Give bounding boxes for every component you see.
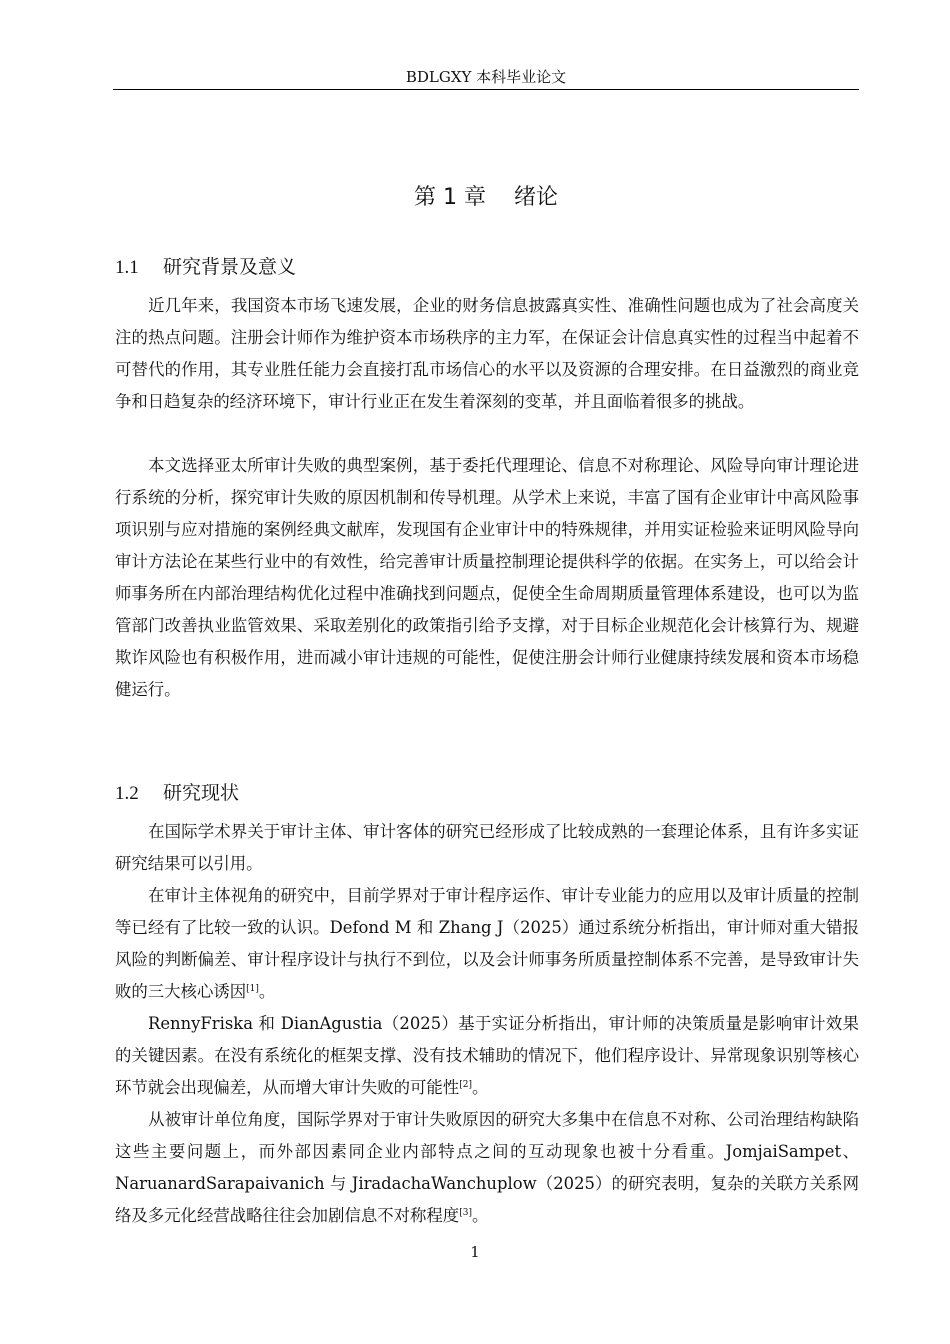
sentence-end: 。: [471, 1078, 489, 1097]
sentence-end: 。: [471, 1206, 489, 1225]
paragraph-audit-subject: [115, 880, 859, 1008]
section-number: 1.2: [115, 783, 139, 804]
paragraph-text: 本文选择亚太所审计失败的典型案例，基于委托代理理论、信息不对称理论、风险导向审计理论进行系统的分析，探究审计失败的原因机制和传导机理。从学术上来说，丰富了国有企业审计中高风险事项识别与应对措施的案例经典文献库，发现国有企业审计中的特殊规律，并用实证检验来证明风险导向审计方法论在某些行业中的有效性，给完善审计质量控制理论提供科学的依据。在实务上，可以给会计师事务所在内部治理结构优化过程中准确找到问题点，促使全生命周期质量管理体系建设，也可以为监管部门改善执业监管效果、采取差别化的政策指引给予支撑，对于目标企业规范化会计核算行为、规避欺诈风险也有积极作用，进而减小审计违规的可能性，促使注册会计师行业健康持续发展和资本市场稳健运行。: [115, 456, 859, 699]
sentence-end: 。: [258, 982, 276, 1001]
header-rule: [113, 89, 859, 90]
section-number: 1.1: [115, 257, 139, 278]
paragraph-text: 在国际学术界关于审计主体、审计客体的研究已经形成了比较成熟的一套理论体系，且有许多实证研究结果可以引用。: [115, 822, 859, 873]
citation-2: [2]: [459, 1080, 472, 1090]
paragraph-text: 近几年来，我国资本市场飞速发展，企业的财务信息披露真实性、准确性问题也成为了社会高度关注的热点问题。注册会计师作为维护资本市场秩序的主力军，在保证会计信息真实性的过程当中起着不可替代的作用，其专业胜任能力会直接打乱市场信心的水平以及资源的合理安排。在日益激烈的商业竞争和日趋复杂的经济环境下，审计行业正在发生着深刻的变革，并且面临着很多的挑战。: [115, 296, 859, 411]
section-title: 研究背景及意义: [163, 256, 297, 278]
section-heading-1-2: [115, 778, 239, 805]
chapter-number: 第 1 章: [414, 185, 486, 210]
paragraph-significance: [115, 450, 859, 706]
paragraph-text: 从被审计单位角度，国际学界对于审计失败原因的研究大多集中在信息不对称、公司治理结构缺陷这些主要问题上，而外部因素同企业内部特点之间的互动现象也被十分看重。JomjaiSampet、NaruanardSarapaivanich 与 JiradachaWanchuplow（2025）的研究表明，复杂的关联方关系网络及多元化经营战略往往会加剧信息不对称程度: [115, 1110, 859, 1225]
section-heading-1-1: [115, 252, 296, 279]
paragraph-text: 在审计主体视角的研究中，目前学界对于审计程序运作、审计专业能力的应用以及审计质量的控制等已经有了比较一致的认识。Defond M 和 Zhang J（2025）通过系统分析指出，审计师对重大错报风险的判断偏差、审计程序设计与执行不到位，以及会计师事务所质量控制体系不完善，是导致审计失败的三大核心诱因: [115, 886, 859, 1001]
paragraph-status-intro: [115, 816, 859, 880]
citation-3: [3]: [459, 1208, 472, 1218]
chapter-title: 绪论: [513, 185, 558, 210]
running-header: BDLGXY 本科毕业论文: [405, 68, 567, 86]
paragraph-background: [115, 290, 859, 418]
chapter-heading: [113, 180, 859, 211]
paragraph-text: RennyFriska 和 DianAgustia（2025）基于实证分析指出，审计师的决策质量是影响审计效果的关键因素。在没有系统化的框架支撑、没有技术辅助的情况下，他们程序设计、异常现象识别等核心环节就会出现偏差，从而增大审计失败的可能性: [115, 1014, 859, 1097]
section-title: 研究现状: [163, 782, 240, 804]
citation-1: [1]: [246, 984, 259, 994]
paragraph-auditor-decision: [115, 1008, 859, 1104]
paragraph-audited-entity: [115, 1104, 859, 1232]
page-number: 1: [470, 1243, 480, 1261]
